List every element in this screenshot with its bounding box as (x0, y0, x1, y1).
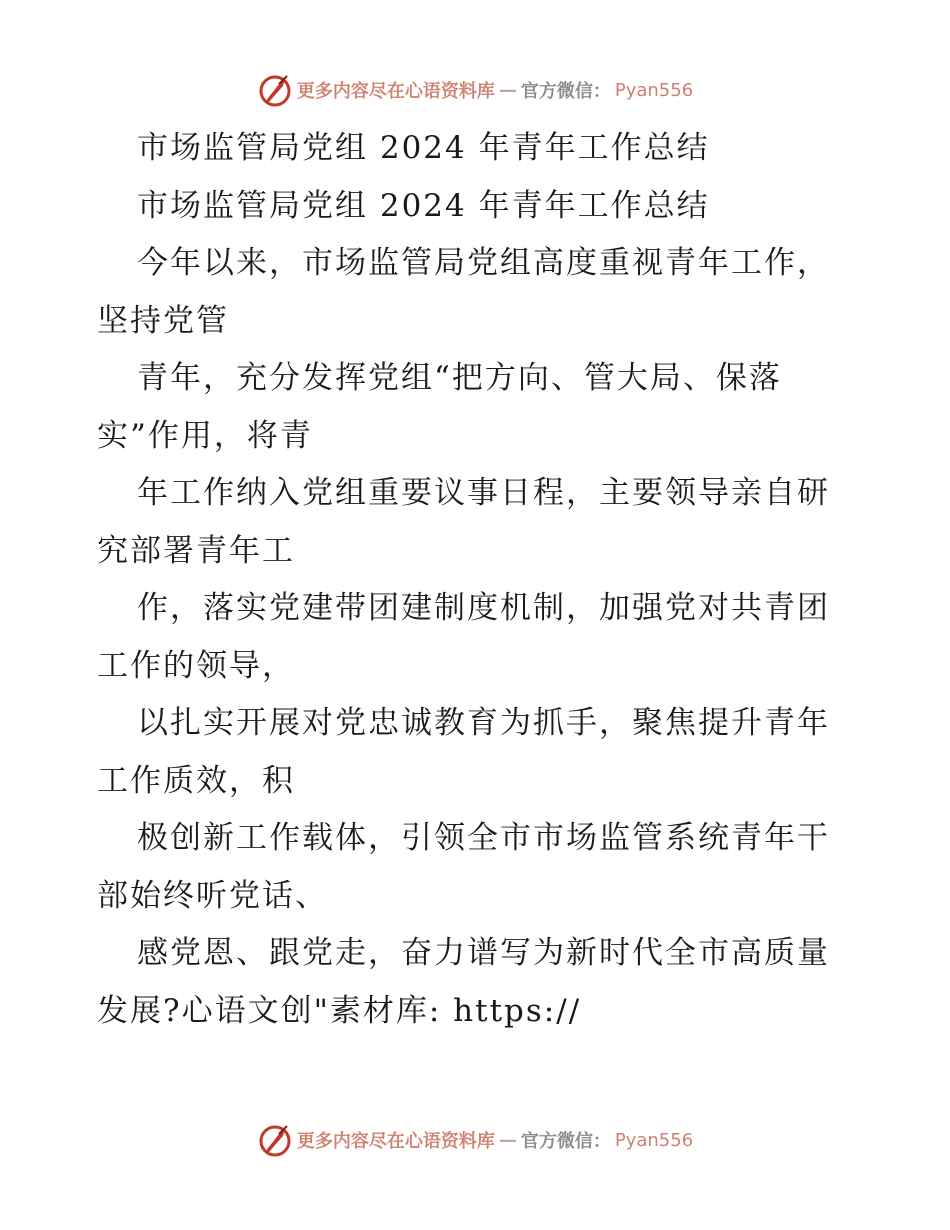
paragraph-line: 今年以来，市场监管局党组高度重视青年工作， (137, 245, 830, 281)
footer-contact-id: Pyan556 (614, 1129, 694, 1151)
footer-contact-label: 官方微信： (520, 1131, 611, 1152)
paragraph-line: 作，落实党建带团建制度机制，加强党对共青团 (137, 590, 830, 626)
quill-logo-icon (257, 1122, 293, 1158)
paragraph-line: 年工作纳入党组重要议事日程，主要领导亲自研 (137, 475, 830, 511)
header-site-text: 更多内容尽在心语资料库 (296, 81, 495, 102)
paragraph-line: 以扎实开展对党忠诚教育为抓手，聚焦提升青年 (137, 705, 830, 741)
header-watermark-banner (0, 70, 950, 110)
paragraph-line: 坚持党管 (97, 302, 229, 339)
header-contact-label: 官方微信： (520, 81, 611, 102)
document-title: 市场监管局党组 2024 年青年工作总结 (137, 130, 710, 166)
document-title-repeat: 市场监管局党组 2024 年青年工作总结 (137, 187, 710, 224)
paragraph-line: 实”作用，将青 (97, 417, 313, 454)
footer-site-text: 更多内容尽在心语资料库 (296, 1131, 495, 1152)
header-separator: — (498, 79, 517, 101)
quill-logo-icon (257, 72, 293, 108)
footer-separator: — (498, 1129, 517, 1151)
paragraph-line: 工作质效，积 (97, 762, 295, 799)
paragraph-line: 青年，充分发挥党组“把方向、管大局、保落 (137, 360, 782, 396)
footer-watermark-banner (0, 1120, 950, 1160)
paragraph-line: 究部署青年工 (97, 532, 295, 569)
paragraph-line: 感党恩、跟党走，奋力谱写为新时代全市高质量 (137, 935, 830, 971)
document-body (97, 120, 867, 1040)
paragraph-line: 极创新工作载体，引领全市市场监管系统青年干 (137, 820, 830, 856)
paragraph-line: 工作的领导， (97, 647, 295, 684)
paragraph-line: 部始终听党话、 (97, 877, 328, 914)
header-contact-id: Pyan556 (614, 79, 694, 101)
paragraph-line: 发展?心语文创"素材库: https:// (97, 992, 582, 1029)
